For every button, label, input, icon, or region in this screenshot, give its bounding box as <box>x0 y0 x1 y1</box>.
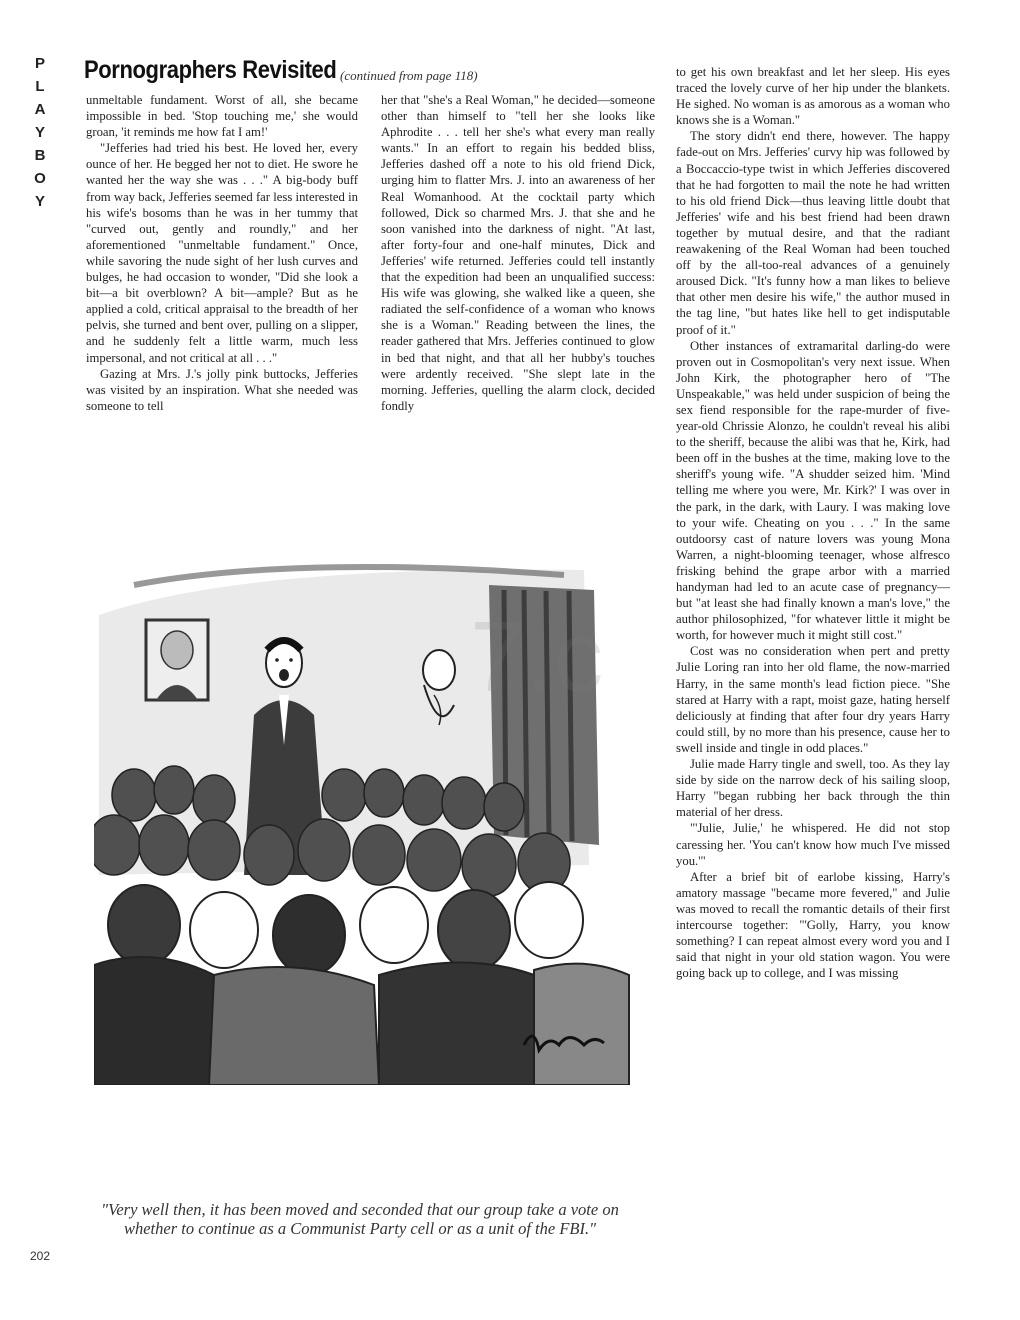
text-column-1 <box>86 92 358 414</box>
article-title: Pornographers Revisited <box>84 55 337 84</box>
paragraph: her that "she's a Real Woman," he decided—someone other than himself to "tell her she looks like Aphrodite . . . tell her she's what every man really wants." In an effort to regain his bedded bliss, Jefferies dashed off a note to his old friend Dick, urging him to flatter Mrs. J. into an awareness of her Real Womanhood. At the cocktail party which followed, Dick so charmed Mrs. J. that she and he soon vanished into the darkness of night. "At last, after forty-four and one-half minutes, Dick and Jefferies' wife returned. Jefferies could tell instantly that the expedition had been an unqualified success: His wife was glowing, she walked like a queen, she radiated the self-confidence of a woman who knows she is a Woman." Reading between the lines, the reader gathered that Mrs. Jefferies continued to glow in bed that night, and that all her hubby's touches were ardently received. "She slept late in the morning. Jefferies, quelling the alarm clock, decided fondly <box>381 93 655 413</box>
masthead-letter: Y <box>34 193 45 210</box>
masthead-letter: A <box>34 101 46 118</box>
masthead-letter: O <box>34 170 46 187</box>
cartoon-illustration <box>94 545 634 1085</box>
masthead-letter: Y <box>34 124 45 141</box>
paragraph: to get his own breakfast and let her sleep. His eyes traced the lovely curve of her hip under the blankets. He sighed. No woman is as amorous as a woman who knows she is a Woman." <box>676 65 950 128</box>
magazine-name-vertical <box>30 52 50 213</box>
paragraph: Julie made Harry tingle and swell, too. As they lay side by side on the narrow deck of his sailing sloop, Harry "began rubbing her back through the thin material of her dress. <box>676 757 950 820</box>
text-column-2 <box>381 92 655 414</box>
paragraph: Other instances of extramarital darling-do were proven out in Cosmopolitan's very next issue. When John Kirk, the photographer hero of "The Unspeakable," was held under suspicion of being the sex fiend responsible for the rape-murder of five-year-old Chrissie Alonzo, he couldn't reveal his alibi to the sheriff, because the alibi was that he, Kirk, had been off in the bushes at the time, making love to the sheriff's young wife. "A shudder seized him. 'Mind telling me where you were, Mr. Kirk?' I was over in the park, in the dark, with Laury. I was making love to your wife. Cheating on you . . ." In the same outdoorsy cast of nature lovers was young Mona Warren, a night-blooming teenager, whose alfresco frisking behind the grape arbor with a married handyman had led to an acute case of pregnancy—but "at least she had finally known a man's love," the author philosophized, "for whatever little it might be worth, for however much it might still cost." <box>676 338 950 643</box>
paragraph: Gazing at Mrs. J.'s jolly pink buttocks, Jefferies was visited by an inspiration. What she needed was someone to tell <box>86 366 358 413</box>
masthead-letter: P <box>34 55 45 72</box>
paragraph: "'Julie, Julie,' he whispered. He did not stop caressing her. 'You can't know how much I've missed you.'" <box>676 821 950 868</box>
paragraph: The story didn't end there, however. The happy fade-out on Mrs. Jefferies' curvy hip was followed by a Boccaccio-type twist in which Jefferies discovered that he had forgotten to mail the note he had written to his old friend Dick—thus leaving little doubt that Jefferies' wife and his best friend had been drawn together by mutual desire, and that the radiant reawakening of the Real Woman had been touched off by the all-too-real advances of a genuinely aroused Dick. "It's funny how a man likes to believe that other men desire his wife," the author mused in the tag line, "but hates like hell to get indisputable proof of it." <box>676 129 950 337</box>
masthead-letter: B <box>34 147 46 164</box>
paragraph: After a brief bit of earlobe kissing, Harry's amatory massage "became more fevered," and Julie was moved to recall the romantic details of their first intercourse together: "'Golly, Harry, you know something? I can repeat almost every word you and I said that night in your old station wagon. You were going back up to college, and I was missing <box>676 869 950 981</box>
paragraph: Cost was no consideration when pert and pretty Julie Loring ran into her old flame, the now-married Harry, in the same month's lead fiction piece. "She stared at Harry with a rapt, moist gaze, hating herself deliciously at finding that after four dry years Harry could still, by no more than his presence, cause her to swell inside and tingle in odd places." <box>676 644 950 755</box>
text-column-3 <box>676 64 950 981</box>
paragraph: unmeltable fundament. Worst of all, she became impossible in bed. 'Stop touching me,' she would groan, 'it reminds me how fat I am!' <box>86 93 358 140</box>
audience-front <box>94 882 629 1085</box>
continued-note: (continued from page 118) <box>340 68 478 83</box>
paragraph: "Jefferies had tried his best. He loved her, every ounce of her. He begged her not to diet. He swore he wanted her the way she was . . ." A big-body buff from way back, Jefferies seemed far less interested in his wife's bosoms than he was in her tummy that "curved out, gently and roundly," and her aforementioned "unmeltable fundament." Once, while savoring the nude sight of her lush curves and bulges, he had occasion to wonder, "Did she look a bit—a bit overblown? A bit—ample? But as he applied a cold, critical appraisal to the breadth of her pelvis, she turned and bent over, pulling on a slipper, and he suddenly felt a little warm, much less impersonal, and not critical at all . . ." <box>86 141 358 365</box>
masthead-letter: L <box>35 78 45 95</box>
cartoon-caption: "Very well then, it has been moved and seconded that our group take a vote on whether to continue as a Communist Party cell or as a unit of the FBI." <box>101 1200 619 1238</box>
page-number: 202 <box>30 1249 51 1263</box>
